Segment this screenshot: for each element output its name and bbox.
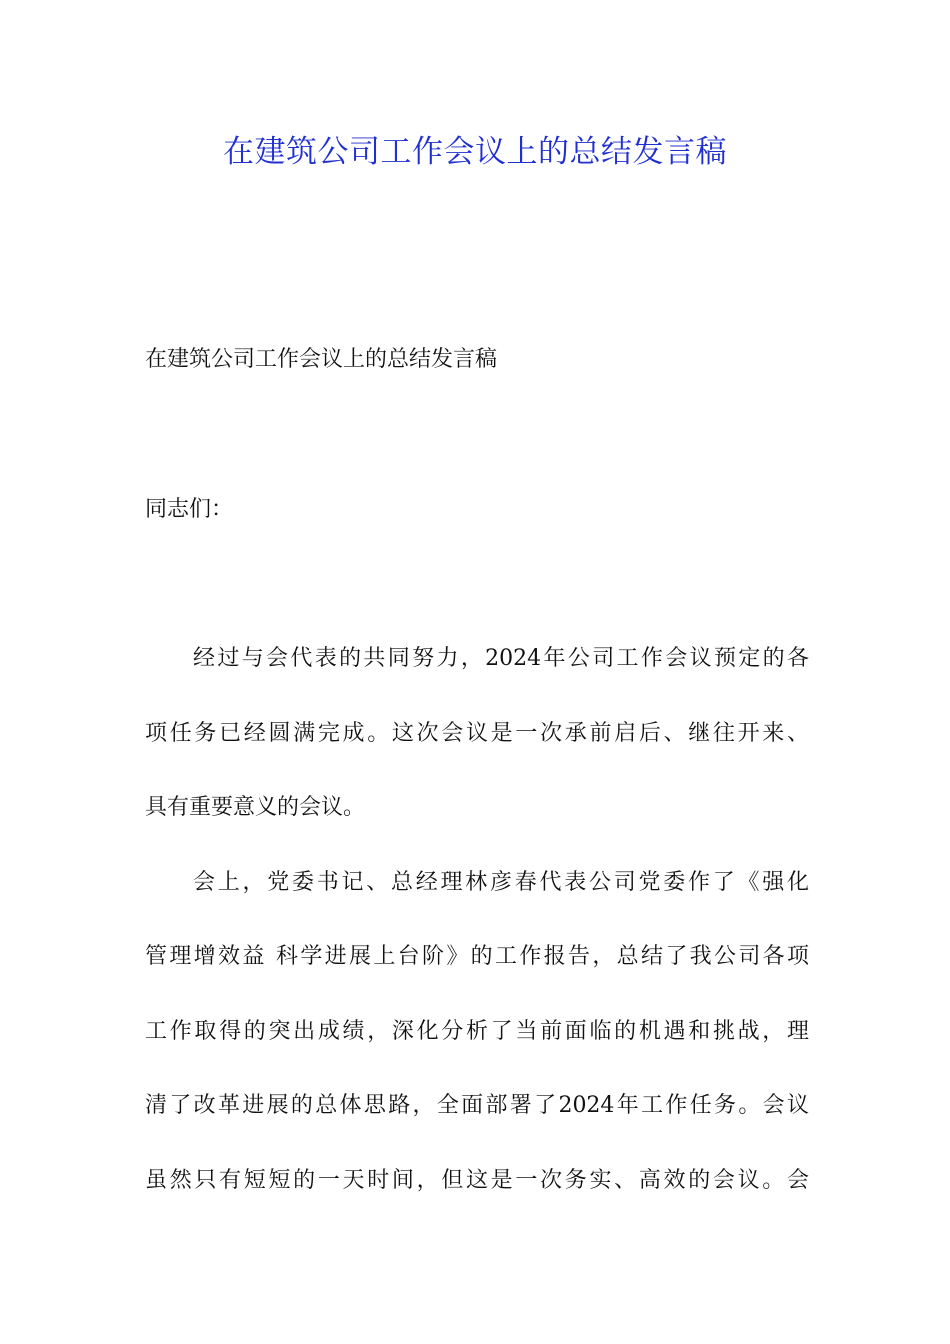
paragraph-2-line-2: 管理增效益 科学进展上台阶》的工作报告，总结了我公司各项 [145, 944, 809, 969]
document-subtitle: 在建筑公司工作会议上的总结发言稿 [145, 347, 498, 372]
paragraph-2-line-3: 工作取得的突出成绩，深化分析了当前面临的机遇和挑战，理 [145, 1019, 809, 1044]
paragraph-1-line-2: 项任务已经圆满完成。这次会议是一次承前启后、继往开来、 [145, 721, 809, 746]
paragraph-1-line-1: 经过与会代表的共同努力，2024年公司工作会议预定的各 [193, 646, 809, 671]
paragraph-2-line-1: 会上，党委书记、总经理林彦春代表公司党委作了《强化 [193, 870, 809, 895]
paragraph-2-line-5: 虽然只有短短的一天时间，但这是一次务实、高效的会议。会 [145, 1168, 809, 1193]
document-title: 在建筑公司工作会议上的总结发言稿 [223, 134, 727, 170]
paragraph-2-line-4: 清了改革进展的总体思路，全面部署了2024年工作任务。会议 [145, 1093, 809, 1118]
paragraph-1-line-3: 具有重要意义的会议。 [145, 795, 366, 820]
salutation: 同志们： [145, 497, 234, 522]
